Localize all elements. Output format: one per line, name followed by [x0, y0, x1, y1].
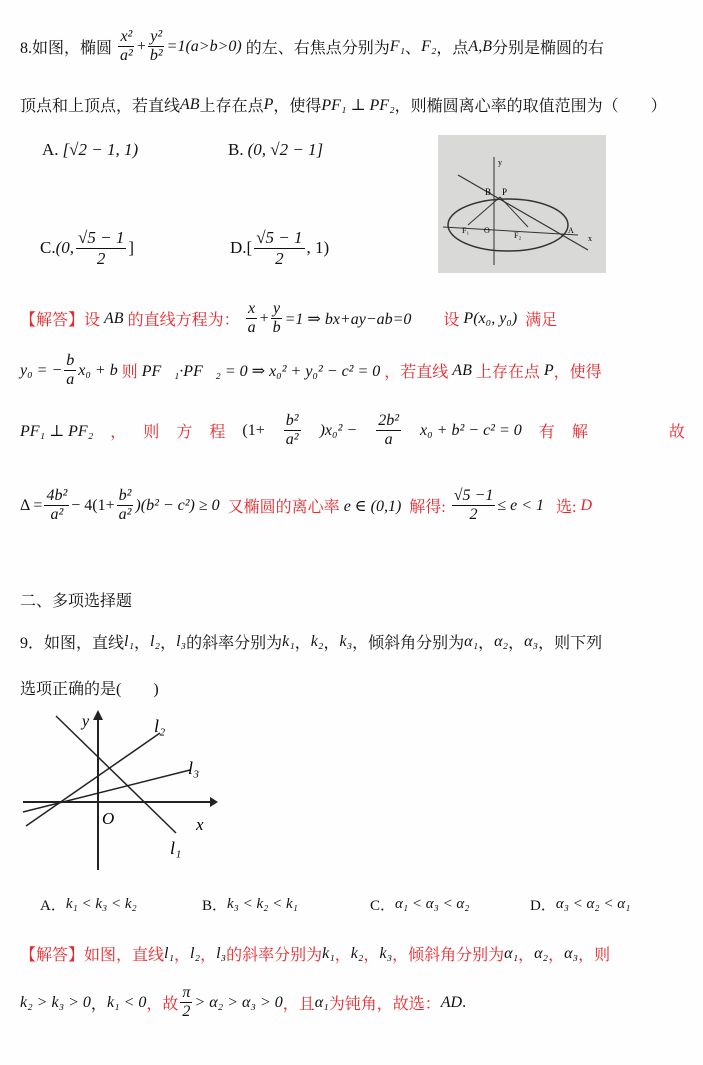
text: ，使得: [273, 98, 322, 115]
text: ，倾斜角分别为: [352, 635, 465, 652]
svg-text:O: O: [102, 809, 115, 828]
text: 设: [411, 312, 464, 330]
svg-text:O: O: [484, 226, 490, 235]
text: ，故: [146, 996, 179, 1014]
math-text: ≤ e < 1: [497, 496, 545, 514]
math-text: k₂: [310, 632, 324, 650]
text: ，使得: [553, 364, 602, 382]
svg-text:l₂: l₂: [154, 716, 166, 736]
math-text: l₁: [164, 944, 175, 962]
text: 上存在点: [471, 364, 544, 382]
text: 为钝角，故选：: [328, 996, 441, 1014]
text: 顶点和上顶点，若直线: [20, 98, 181, 115]
text: 则: [117, 364, 142, 382]
denominator: 2: [182, 1003, 191, 1021]
svg-text:A: A: [568, 226, 574, 235]
denominator: 2: [469, 506, 478, 524]
svg-text:l₁: l₁: [170, 838, 182, 858]
math-text: l₂: [190, 944, 201, 962]
text: ，则下列: [538, 635, 603, 652]
denominator: a²: [50, 506, 64, 524]
numerator: y: [271, 300, 282, 319]
math-text: α₁: [314, 993, 329, 1011]
denominator: a: [384, 431, 393, 449]
math-text: PF₁ ⊥ PF₂: [321, 96, 395, 114]
q8-option-a: A. [√2 − 1, 1): [42, 140, 139, 159]
math-text: P: [263, 95, 274, 113]
text: ，: [160, 635, 177, 652]
text: 选项正确的是( ): [20, 681, 159, 698]
text: 的左、右焦点分别为: [241, 40, 390, 58]
text: .: [462, 993, 467, 1011]
text: 8.如图，椭圆: [20, 40, 117, 58]
text: ，: [508, 635, 525, 652]
text: 满足: [517, 312, 558, 330]
text: ，倾斜角分别为: [392, 947, 505, 964]
math-text: α₁: [504, 944, 519, 962]
denominator: a: [247, 319, 256, 337]
math-text: k₁: [282, 632, 295, 650]
text: ，且: [282, 996, 315, 1014]
math-text: l₁: [124, 632, 135, 650]
math-text: y₀ = −: [20, 361, 63, 379]
text: 程: [209, 424, 226, 442]
math-text: k₃: [379, 944, 393, 962]
text: ，则椭圆离心率的取值范围为（ ）: [394, 98, 667, 115]
svg-text:B: B: [485, 187, 492, 197]
text-line: [20, 630, 685, 653]
svg-text:x: x: [588, 234, 592, 243]
math-text: l₃: [216, 944, 227, 962]
math-text: k₂: [350, 944, 364, 962]
math-text: k₂ > k₃ > 0: [20, 993, 91, 1011]
text: ，: [90, 996, 107, 1014]
q8-option-d: D. [ $\frac{√5 - 1}{2}$ , 1): [230, 228, 330, 268]
math-text: l₃: [176, 632, 187, 650]
denominator: a²: [118, 506, 132, 524]
fraction: [284, 412, 301, 450]
numerator: x²: [118, 28, 134, 47]
fraction: [376, 412, 401, 450]
numerator: b²: [117, 487, 134, 506]
text: ，: [334, 947, 351, 964]
math-text: PF⃗₁·PF⃗₂ = 0 ⇒ x₀² + y₀² − c² = 0: [141, 362, 381, 380]
denominator: a: [66, 371, 75, 389]
numerator: π: [180, 984, 192, 1003]
text: 分别是椭圆的右: [491, 40, 604, 58]
denominator: a²: [285, 431, 299, 449]
text: ，: [200, 947, 217, 964]
text: (1+: [242, 421, 265, 439]
text: ，: [518, 947, 535, 964]
svg-text:F₂: F₂: [514, 231, 522, 240]
math-text: PF₁ ⊥ PF₂: [20, 422, 94, 440]
math-text: =1 ⇒ bx+ay−ab=0: [284, 310, 412, 328]
text: 选:: [544, 499, 581, 517]
q9-option-b: B． k₃ < k₂ < k₁: [202, 896, 298, 914]
q9-option-c: C． α₁ < α₃ < α₂: [370, 896, 470, 914]
numerator: √5 −1: [452, 487, 496, 506]
math-text: )x₀² −: [319, 421, 358, 439]
text: 的斜率分别为: [226, 947, 323, 964]
math-text: x₀ + b: [78, 361, 118, 379]
svg-text:y: y: [498, 158, 502, 167]
svg-text:x: x: [196, 815, 204, 834]
text: ，: [134, 635, 151, 652]
text: ，: [548, 947, 565, 964]
math-text: AD: [440, 993, 463, 1011]
math-text: D: [580, 496, 593, 514]
text: ，点: [436, 40, 469, 58]
numerator: b: [64, 352, 76, 371]
math-text: )(b² − c²) ≥ 0: [135, 496, 220, 514]
text: − 4(1+: [71, 496, 115, 514]
math-text: α₂: [494, 632, 509, 650]
text: ，: [323, 635, 340, 652]
numerator: 2b²: [376, 412, 401, 431]
math-text: F₂: [421, 37, 437, 55]
math-text: k₃: [339, 632, 353, 650]
math-text: k₁ < 0: [106, 993, 147, 1011]
fraction: [180, 984, 192, 1022]
text: 9．如图，直线: [20, 635, 125, 652]
denominator: b: [272, 319, 281, 337]
text: 又椭圆的离心率: [219, 499, 344, 517]
fraction: [271, 300, 283, 338]
fraction: [118, 28, 135, 66]
math-text: P: [543, 361, 554, 379]
math-text: > α₂ > α₃ > 0: [194, 993, 283, 1011]
math-text: x₀ + b² − c² = 0: [420, 421, 522, 439]
text-line: [20, 676, 685, 699]
text-line: [20, 588, 685, 611]
text-line: [20, 412, 685, 450]
math-text: k₁: [322, 944, 335, 962]
fraction: [246, 300, 258, 338]
text: 则: [143, 424, 160, 442]
math-text: α₁: [464, 632, 479, 650]
text: ，: [294, 635, 311, 652]
text: 方: [176, 424, 193, 442]
lines-figure: [18, 708, 218, 873]
text: 解: [571, 424, 588, 442]
fraction: [117, 487, 134, 525]
text-line: [20, 300, 685, 338]
text: 二、多项选择题: [20, 593, 133, 610]
text: 、: [405, 40, 422, 58]
math-text: α₂: [534, 944, 549, 962]
text: +: [136, 37, 146, 55]
math-text: AB: [180, 95, 200, 113]
math-text: F₁: [389, 37, 406, 55]
q8-option-b: B. (0, √2 − 1]: [228, 140, 324, 159]
text-line: [20, 984, 685, 1022]
svg-text:P: P: [502, 187, 508, 197]
ellipse-figure: [438, 135, 606, 273]
fraction: [452, 487, 496, 525]
fraction: [44, 487, 69, 525]
q9-option-a: A． k₁ < k₃ < k₂: [40, 896, 137, 914]
text: 的直线方程为：: [123, 312, 244, 330]
math-text: =1(a>b>0): [166, 37, 242, 55]
denominator: b²: [149, 47, 163, 65]
math-text: AB: [452, 361, 472, 379]
math-text: l₂: [150, 632, 161, 650]
math-text: α₃: [524, 632, 539, 650]
text-line: [20, 93, 685, 116]
svg-text:y: y: [82, 713, 90, 730]
text: ，若直线: [380, 364, 453, 382]
text: 【解答】如图，直线: [20, 947, 165, 964]
text: 【解答】设: [20, 312, 105, 330]
text: 上存在点: [199, 98, 264, 115]
text: 解得:: [401, 499, 450, 517]
q8-option-c: C. (0, $\frac{√5 - 1}{2}$ ]: [40, 228, 134, 268]
math-text: α₃: [564, 944, 579, 962]
text-line: [20, 487, 685, 525]
svg-text:l₃: l₃: [188, 758, 200, 778]
text: ，: [478, 635, 495, 652]
fraction: [148, 28, 165, 66]
numerator: 4b²: [44, 487, 69, 506]
q9-option-d: D． α₃ < α₂ < α₁: [530, 896, 631, 914]
text-line: [20, 28, 685, 66]
text-line: [20, 352, 685, 390]
math-text: e ∈ (0,1): [343, 497, 402, 515]
text: +: [259, 309, 269, 327]
text: 的斜率分别为: [186, 635, 283, 652]
math-text: AB: [104, 309, 124, 327]
text: Δ =: [20, 496, 43, 514]
text: ，则: [578, 947, 611, 964]
denominator: a²: [120, 47, 133, 65]
text: ，: [174, 947, 191, 964]
fraction: [64, 352, 76, 390]
text-line: [20, 942, 685, 965]
numerator: b²: [284, 412, 301, 431]
numerator: y²: [148, 28, 164, 47]
svg-text:F₁: F₁: [462, 226, 470, 235]
text: ，: [363, 947, 380, 964]
text: ，: [110, 424, 127, 442]
text: 故: [604, 424, 685, 442]
math-text: P(x₀, y₀): [463, 309, 518, 327]
math-text: A,B: [468, 37, 492, 55]
text: 有: [538, 424, 555, 442]
numerator: x: [246, 300, 257, 319]
